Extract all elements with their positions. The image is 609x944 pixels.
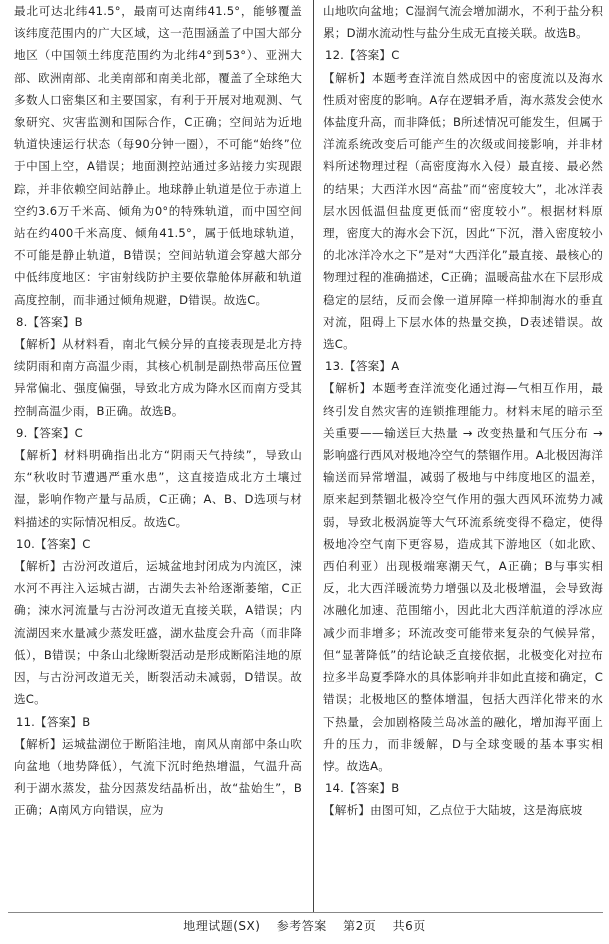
answer-heading [323, 777, 603, 799]
footer-rule [8, 912, 603, 913]
analysis-paragraph: 最北可达北纬41.5°，最南可达南纬41.5°，能够覆盖该纬度范围内的广大区域，这一范围涵盖了中国大部分地区（中国领土纬度范围约为北纬4°到53°）、亚洲大部、欧洲南部、北美南部和南美北部，覆盖了全球绝大多数人口密集区和主要国家，有利于开展对地观测、气象研究、灾害监测和国际合作，C正确；空间站为近地轨道快速运行状态（每90分钟一圈），不可能“始终”位于中国上空，A错误；地面测控站通过多站接力实现跟踪，并非依赖空间站静止。地球静止轨道是位于赤道上空约3.6万千米高、倾角为0°的特殊轨道，而中国空间站在约400千米高度、倾角41.5°，属于低地球轨道，不可能是静止轨道，B错误；空间站轨道会穿越大部分中低纬度地区：宇宙射线防护主要依靠舱体屏蔽和轨道高度控制，而非通过倾角规避，D错误。故选C。 [14, 4, 302, 307]
footer-subject: 地理试题(SX) [183, 919, 261, 933]
left-column [14, 0, 302, 822]
answer-label: 【答案】B [344, 781, 400, 796]
question-number: 12. [325, 48, 345, 63]
right-column [323, 0, 603, 822]
question-number: 13. [325, 359, 345, 374]
page-footer [0, 917, 609, 934]
answer-heading [323, 44, 603, 66]
answer-label: 【答案】B [35, 714, 91, 729]
analysis-paragraph: 【解析】本题考查洋流变化通过海—气相互作用，最终引发自然灾害的连锁推理能力。材料末尾的暗示至关重要——输送巨大热量 → 改变热量和气压分布 → 影响盛行西风对极地冷空气的禁锢作用。A北极因海洋输送而异常增温，减弱了极地与中纬度地区的温差，原来起到禁锢北极冷空气作用的强大西风环流势力减弱，导致北极涡旋等大气环流系统变得不稳定，使得极地冷空气南下更容易，造成其下游地区（如北欧、西伯利亚）出现极端寒潮天气，A正确；B与事实相反，北大西洋暖流势力增强以及北极增温，会导致海冰融化加速、范围缩小，因此北大西洋航道的浮冰应减少而非增多；环流改变可能带来复杂的气候异常，但“显著降低”的结论缺乏直接依据，北极变化对拉布拉多半岛夏季降水的具体影响并非如此直接和确定，C错误；北极地区的整体增温，包括大西洋化带来的水下热量，会加剧格陵兰岛冰盖的融化，增加海平面上升的压力，而非缓解，D与全球变暖的基本事实相悖。故选A。 [323, 381, 603, 773]
answer-heading [14, 533, 302, 555]
footer-page-number: 第2页 [343, 919, 377, 933]
answer-heading [323, 355, 603, 377]
question-number: 14. [325, 781, 345, 796]
answer-heading [14, 311, 302, 333]
analysis-paragraph: 【解析】材料明确指出北方“阴雨天气持续”，导致山东“秋收时节遭遇严重水患”，这直接造成北方土壤过湿，影响作物产量与品质，C正确；A、B、D选项与材料描述的实际情况相反。故选C。 [14, 448, 302, 529]
answer-label: 【答案】C [35, 536, 91, 551]
answer-heading [14, 711, 302, 733]
analysis-paragraph: 山地吹向盆地；C湿润气流会增加湖水，不利于盐分积累；D湖水流动性与盐分生成无直接关联。故选B。 [323, 4, 603, 41]
analysis-paragraph: 【解析】古汾河改道后，运城盆地封闭成为内流区，涑水河不再注入运城古湖，古湖失去补给逐渐萎缩，C正确；涑水河流量与古汾河改道无直接关联，A错误；内流湖因来水量减少蒸发旺盛，湖水盐度会升高（而非降低），B错误；中条山北缘断裂活动是形成断陷洼地的原因，与古汾河改道无关，断裂活动未减弱，D错误。故选C。 [14, 559, 302, 707]
question-number: 8. [16, 314, 28, 329]
analysis-paragraph: 【解析】本题考查洋流自然成因中的密度流以及海水性质对密度的影响。A存在逻辑矛盾，海水蒸发会使水体盐度升高，而非降低；B所述情况可能发生，但属于洋流系统改变后可能产生的次级或间接影响，并非材料所述物理过程（高密度海水入侵）最直接、最必然的结果；大西洋水因“高盐”而“密度较大”，北冰洋表层水因低温但盐度更低而“密度较小”。根据材料原理，密度大的海水会下沉，因此“下沉，潜入密度较小的北冰洋冷水之下”是对“大西洋化”最直接、最核心的物理过程的准确描述，C正确；温暖高盐水在下层形成稳定的层结，反而会像一道屏障一样抑制海水的垂直对流，阻碍上下层水体的热量交换，D表述错误。故选C。 [323, 70, 603, 352]
analysis-paragraph: 【解析】由图可知，乙点位于大陆坡，这是海底坡 [323, 803, 583, 818]
footer-page-total: 共6页 [392, 919, 426, 933]
footer-section: 参考答案 [276, 919, 327, 933]
answer-label: 【答案】B [27, 314, 83, 329]
analysis-paragraph: 【解析】运城盐湖位于断陷洼地，南风从南部中条山吹向盆地（地势降低），气流下沉时绝热增温，气温升高利于湖水蒸发，盐分因蒸发结晶析出，故“盐始生”，B正确；A南风方向错误，应为 [14, 736, 302, 818]
answer-heading [14, 422, 302, 444]
question-number: 11. [16, 714, 36, 729]
column-divider [313, 0, 314, 912]
answer-label: 【答案】C [344, 48, 400, 63]
question-number: 9. [16, 425, 28, 440]
answer-label: 【答案】A [344, 359, 400, 374]
answer-label: 【答案】C [27, 425, 83, 440]
analysis-paragraph: 【解析】从材料看，南北气候分异的直接表现是北方持续阴雨和南方高温少雨，其核心机制是副热带高压位置异常偏北、强度偏强，导致北方成为降水区而南方受其控制高温少雨，B正确。故选B。 [14, 337, 302, 418]
question-number: 10. [16, 536, 36, 551]
